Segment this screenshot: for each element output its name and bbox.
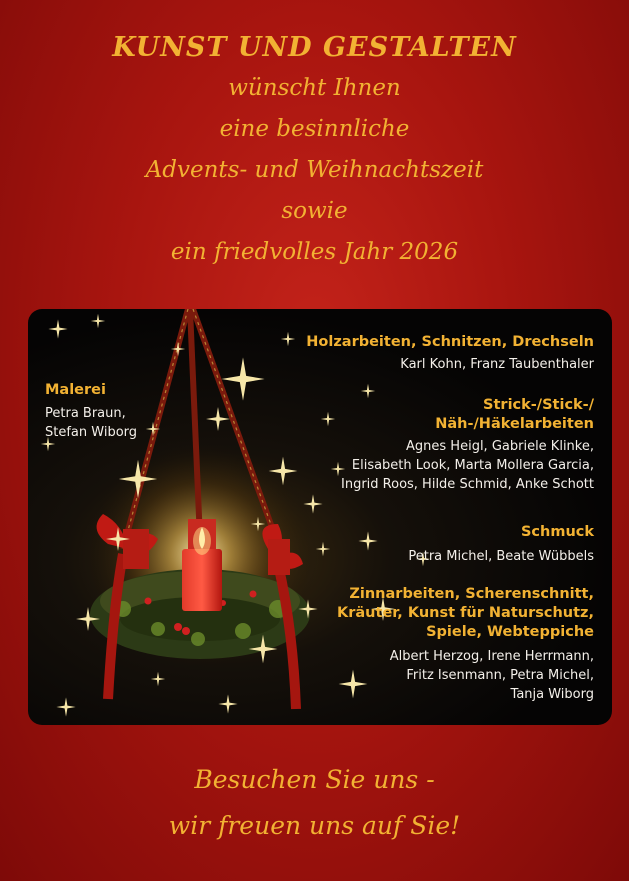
greeting-line: eine besinnliche	[219, 116, 410, 142]
candle-lit	[182, 549, 222, 611]
sparkle-star	[91, 314, 105, 328]
greeting-line: wünscht Ihnen	[228, 75, 401, 101]
section-heading: Malerei	[45, 382, 106, 398]
section-heading: Strick-/Stick-/	[483, 397, 594, 413]
footer-line: Besuchen Sie uns -	[194, 765, 435, 794]
section-zinnarbeiten	[258, 585, 594, 704]
sparkle-star	[151, 672, 165, 686]
greeting-block	[0, 28, 629, 273]
section-holzarbeiten	[258, 333, 594, 374]
greeting-line: sowie	[281, 198, 348, 224]
section-heading: Zinnarbeiten, Scherenschnitt,	[349, 586, 594, 602]
section-heading: Holzarbeiten, Schnitzen, Drechseln	[306, 334, 594, 350]
footer-invitation	[0, 757, 629, 849]
card-title: KUNST UND GESTALTEN	[112, 32, 517, 63]
section-heading: Kräuter, Kunst für Naturschutz,	[337, 605, 594, 621]
sparkle-star	[48, 319, 67, 338]
section-names: Fritz Isenmann, Petra Michel,	[406, 668, 594, 683]
section-heading: Schmuck	[520, 524, 594, 540]
section-names: Stefan Wiborg	[45, 425, 138, 440]
section-names: Petra Michel, Beate Wübbels	[408, 549, 594, 564]
section-names: Tanja Wiborg	[510, 687, 594, 702]
section-names: Karl Kohn, Franz Taubenthaler	[400, 357, 594, 372]
section-names: Ingrid Roos, Hilde Schmid, Anke Schott	[341, 477, 594, 492]
greeting-line: Advents- und Weihnachtszeit	[145, 157, 484, 183]
sparkle-star	[56, 697, 75, 716]
section-names: Albert Herzog, Irene Herrmann,	[389, 649, 594, 664]
section-names: Elisabeth Look, Marta Mollera Garcia,	[351, 458, 594, 473]
sparkle-star	[218, 694, 237, 713]
section-heading: Spiele, Webteppiche	[426, 624, 594, 640]
section-schmuck	[258, 523, 594, 566]
greeting-line: ein friedvolles Jahr 2026	[170, 239, 459, 265]
section-malerei	[45, 381, 225, 442]
section-heading: Näh-/Häkelarbeiten	[435, 416, 594, 432]
section-names: Petra Braun,	[45, 406, 126, 421]
section-strick	[258, 396, 594, 494]
section-names: Agnes Heigl, Gabriele Klinke,	[406, 439, 594, 454]
footer-line: wir freuen uns auf Sie!	[168, 811, 461, 840]
advent-wreath-photo-panel	[28, 309, 612, 725]
